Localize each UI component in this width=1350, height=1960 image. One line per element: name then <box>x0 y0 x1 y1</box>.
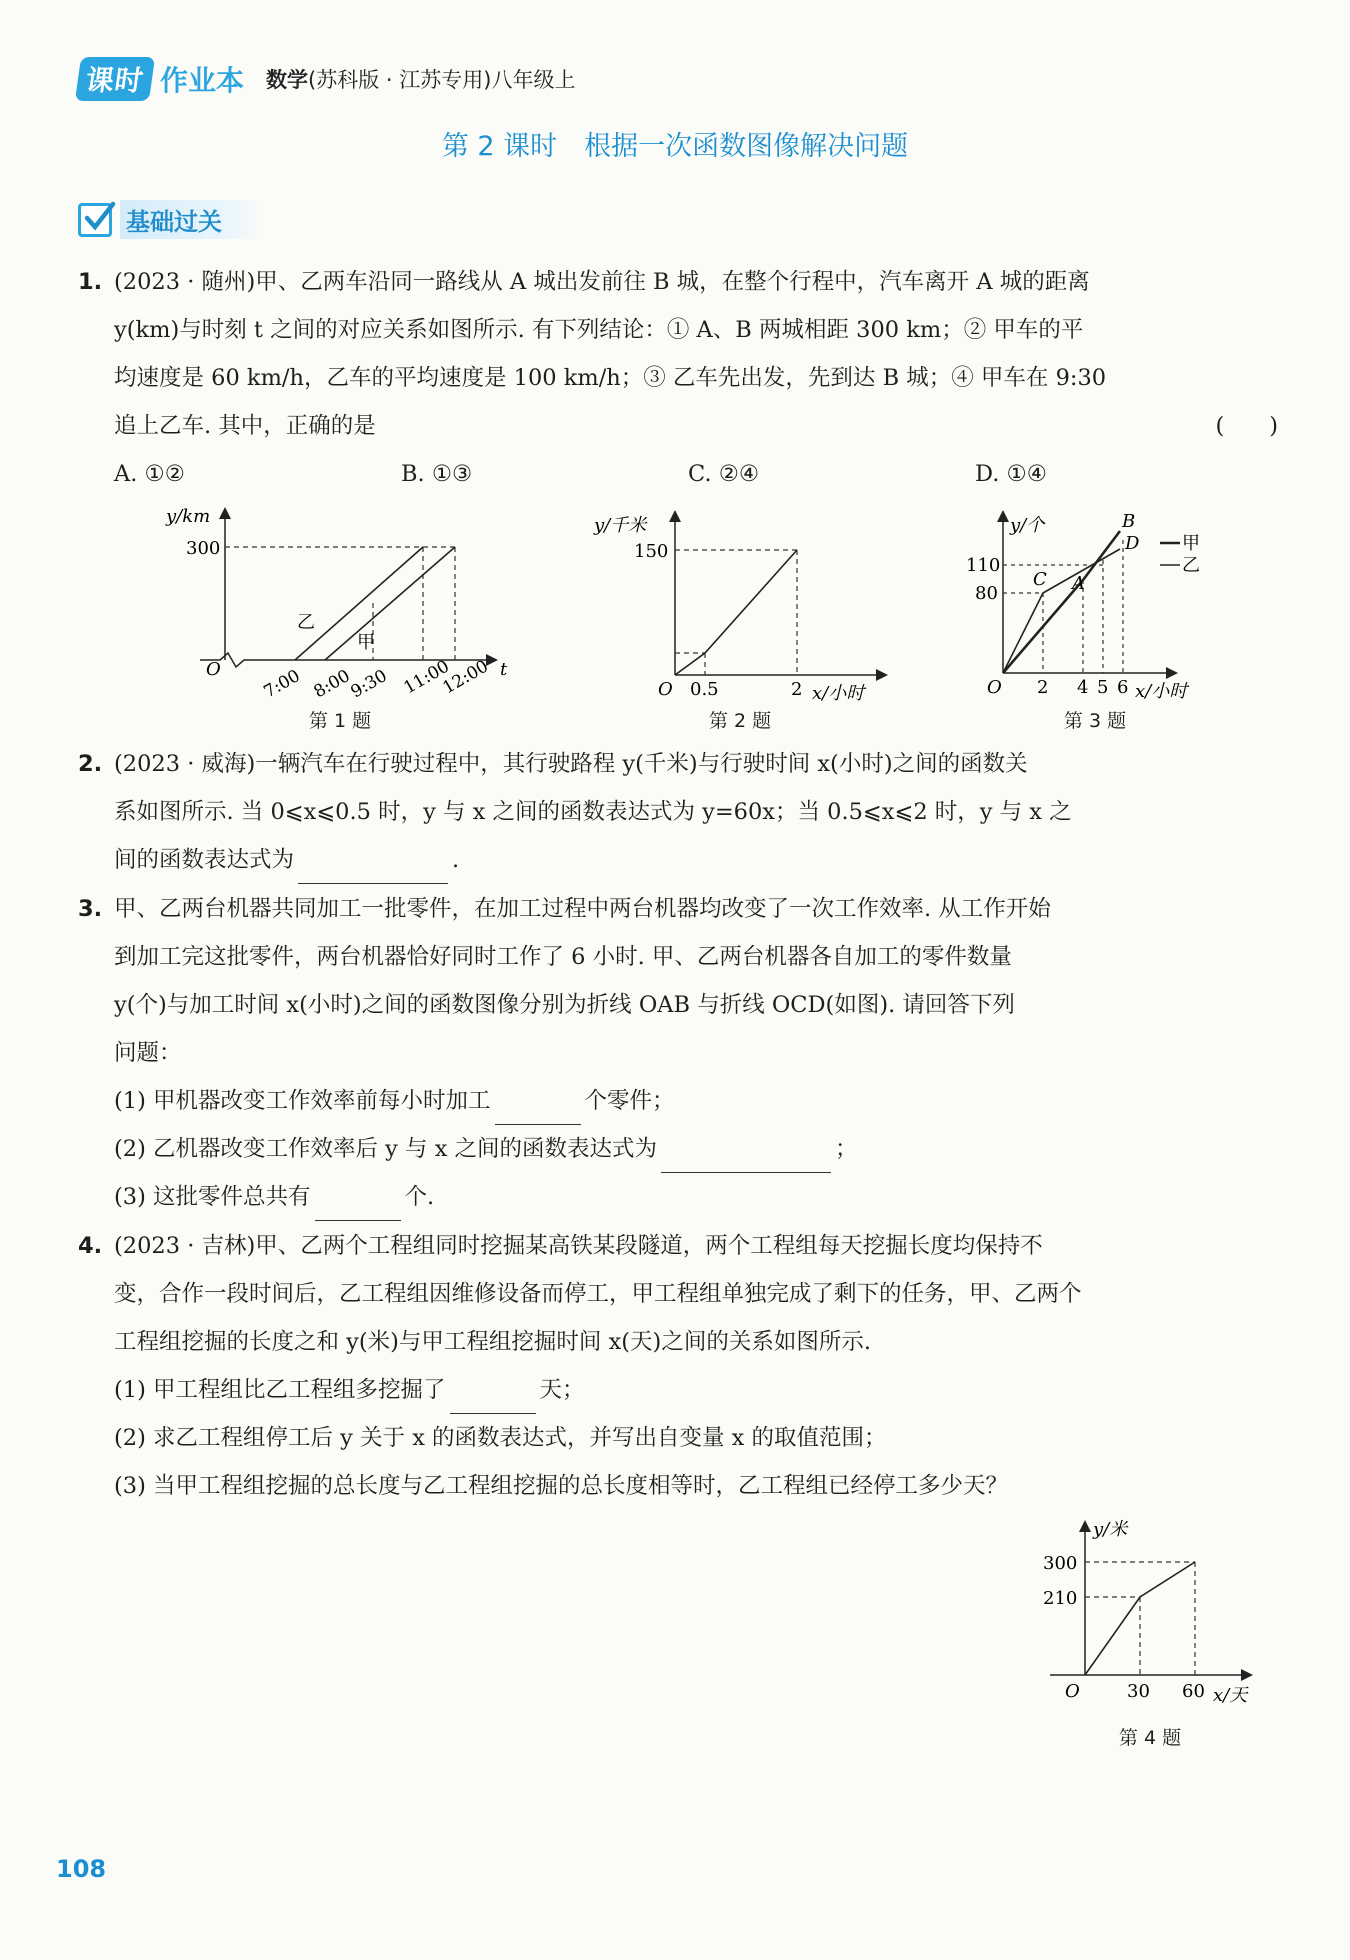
y-tick: 110 <box>966 555 1001 576</box>
y-tick: 80 <box>975 583 998 604</box>
q2-line-end: . <box>452 847 460 873</box>
y-tick: 300 <box>186 538 221 559</box>
figure-2 <box>590 505 890 709</box>
y-tick: 300 <box>1043 1553 1078 1574</box>
legend-label: 乙 <box>1182 555 1200 576</box>
y-axis-label: y/个 <box>1010 515 1045 536</box>
x-tick: 2 <box>1037 677 1049 698</box>
subject: 数学 <box>266 68 309 92</box>
x-axis-label: x/小时 <box>812 683 865 704</box>
question-1 <box>78 258 1278 498</box>
q3-sub2-end: ； <box>835 1136 858 1162</box>
x-tick: 8:00 <box>310 665 354 700</box>
choice-a[interactable]: A. ①② <box>114 461 185 487</box>
answer-blank[interactable] <box>450 1386 536 1414</box>
origin-label: O <box>1065 1681 1080 1702</box>
question-number: 3. <box>78 896 103 922</box>
book-info <box>266 64 575 94</box>
q3-line: 到加工完这批零件，两台机器恰好同时工作了 6 小时. 甲、乙两台机器各自加工的零件数量 <box>114 944 1012 970</box>
choice-d[interactable]: D. ①④ <box>975 461 1047 487</box>
lesson-title: 第 2 课时 根据一次函数图像解决问题 <box>441 131 909 162</box>
x-tick: 5 <box>1097 677 1109 698</box>
q4-sub1: (1) 甲工程组比乙工程组多挖掘了 <box>114 1377 446 1403</box>
x-tick: 30 <box>1127 1681 1150 1702</box>
q4-line: (2023 · 吉林)甲、乙两个工程组同时挖掘某高铁某段隧道，两个工程组每天挖掘长度均保持不 <box>114 1233 1043 1259</box>
q3-sub3: (3) 这批零件总共有 <box>114 1184 311 1210</box>
brand-logo: 课时 <box>75 57 155 101</box>
page-number: 108 <box>56 1855 107 1883</box>
q3-sub1: (1) 甲机器改变工作效率前每小时加工 <box>114 1088 491 1114</box>
figure-4 <box>1035 1515 1275 1719</box>
q3-line: 甲、乙两台机器共同加工一批零件，在加工过程中两台机器均改变了一次工作效率. 从工作开始 <box>114 896 1051 922</box>
q1-line: 均速度是 60 km/h，乙车的平均速度是 100 km/h；③ 乙车先出发，先到达 B 城；④ 甲车在 9:30 <box>114 365 1107 391</box>
x-tick: 0.5 <box>690 679 719 700</box>
y-axis-label: y/km <box>166 506 211 527</box>
figure-1-caption: 第 1 题 <box>308 710 372 732</box>
x-tick: 2 <box>791 679 803 700</box>
x-tick: 60 <box>1182 1681 1205 1702</box>
figure-4-caption: 第 4 题 <box>1118 1727 1182 1749</box>
point-label: A <box>1072 573 1085 594</box>
choice-c[interactable]: C. ②④ <box>688 461 760 487</box>
legend-label: 甲 <box>1182 533 1200 554</box>
answer-paren: ( ) <box>1215 413 1278 439</box>
choices <box>78 450 1278 498</box>
x-axis-label: x/小时 <box>1135 681 1188 702</box>
series-label: 乙 <box>297 612 315 633</box>
series-line <box>675 550 797 675</box>
q2-line: (2023 · 威海)一辆汽车在行驶过程中，其行驶路程 y(千米)与行驶时间 x(小时)之间的函数关 <box>114 751 1028 777</box>
figure-3-caption: 第 3 题 <box>1063 710 1127 732</box>
q2-line: 间的函数表达式为 <box>114 847 295 873</box>
question-number: 1. <box>78 269 103 295</box>
answer-blank[interactable] <box>315 1193 401 1221</box>
q3-sub2: (2) 乙机器改变工作效率后 y 与 x 之间的函数表达式为 <box>114 1136 658 1162</box>
origin-label: O <box>206 659 221 680</box>
q3-line: 问题： <box>114 1040 182 1066</box>
x-tick: 4 <box>1077 677 1089 698</box>
section-header <box>78 200 266 239</box>
origin-label: O <box>658 679 673 700</box>
origin-label: O <box>987 677 1002 698</box>
q1-line: y(km)与时刻 t 之间的对应关系如图所示. 有下列结论：① A、B 两城相距 300 km；② 甲车的平 <box>114 317 1084 343</box>
q1-line: 追上乙车. 其中，正确的是 <box>114 413 376 439</box>
y-axis-label: y/千米 <box>594 515 647 536</box>
x-tick: 12:00 <box>439 656 492 699</box>
y-tick: 150 <box>634 541 669 562</box>
q1-line: (2023 · 随州)甲、乙两车沿同一路线从 A 城出发前往 B 城，在整个行程中，汽车离开 A 城的距离 <box>114 269 1090 295</box>
question-4 <box>78 1222 1278 1510</box>
figure-2-caption: 第 2 题 <box>708 710 772 732</box>
section-title: 基础过关 <box>120 200 266 239</box>
point-label: D <box>1125 533 1140 554</box>
header-brand <box>78 58 575 100</box>
answer-blank[interactable] <box>495 1097 581 1125</box>
q3-sub1-end: 个零件； <box>584 1088 675 1114</box>
question-2 <box>78 740 1278 884</box>
point-label: C <box>1033 569 1047 590</box>
q4-sub2: (2) 求乙工程组停工后 y 关于 x 的函数表达式，并写出自变量 x 的取值范围； <box>114 1425 887 1451</box>
choice-b[interactable]: B. ①③ <box>401 461 473 487</box>
x-axis-label: t <box>500 659 508 680</box>
x-tick: 9:30 <box>347 665 391 700</box>
point-label: B <box>1122 511 1136 532</box>
brand-suffix: 作业本 <box>160 64 245 97</box>
y-axis-label: y/米 <box>1093 1519 1128 1540</box>
question-3 <box>78 885 1278 1221</box>
q4-line: 变，合作一段时间后，乙工程组因维修设备而停工，甲工程组单独完成了剩下的任务，甲、乙两个 <box>114 1281 1082 1307</box>
answer-blank[interactable] <box>298 856 448 884</box>
edition: (苏科版 · 江苏专用)八年级上 <box>308 68 576 92</box>
q4-sub1-end: 天； <box>539 1377 585 1403</box>
x-axis-label: x/天 <box>1213 1685 1248 1706</box>
q4-line: 工程组挖掘的长度之和 y(米)与甲工程组挖掘时间 x(天)之间的关系如图所示. <box>114 1329 871 1355</box>
question-number: 4. <box>78 1233 103 1259</box>
y-tick: 210 <box>1043 1588 1078 1609</box>
figure-1 <box>150 500 520 704</box>
checkmark-icon <box>78 203 112 237</box>
series-label: 甲 <box>357 632 375 653</box>
q3-sub3-end: 个. <box>404 1184 435 1210</box>
series-line-jia <box>325 547 455 660</box>
q3-line: y(个)与加工时间 x(小时)之间的函数图像分别为折线 OAB 与折线 OCD(如图). 请回答下列 <box>114 992 1015 1018</box>
answer-blank[interactable] <box>661 1145 831 1173</box>
x-tick: 7:00 <box>260 665 304 700</box>
q2-line: 系如图所示. 当 0⩽x⩽0.5 时，y 与 x 之间的函数表达式为 y=60x；当 0.5⩽x⩽2 时，y 与 x 之 <box>114 799 1072 825</box>
question-number: 2. <box>78 751 103 777</box>
x-tick: 11:00 <box>400 656 453 699</box>
figure-3 <box>955 505 1235 709</box>
x-tick: 6 <box>1117 677 1129 698</box>
q4-sub3: (3) 当甲工程组挖掘的总长度与乙工程组挖掘的总长度相等时，乙工程组已经停工多少天？ <box>114 1473 1009 1499</box>
